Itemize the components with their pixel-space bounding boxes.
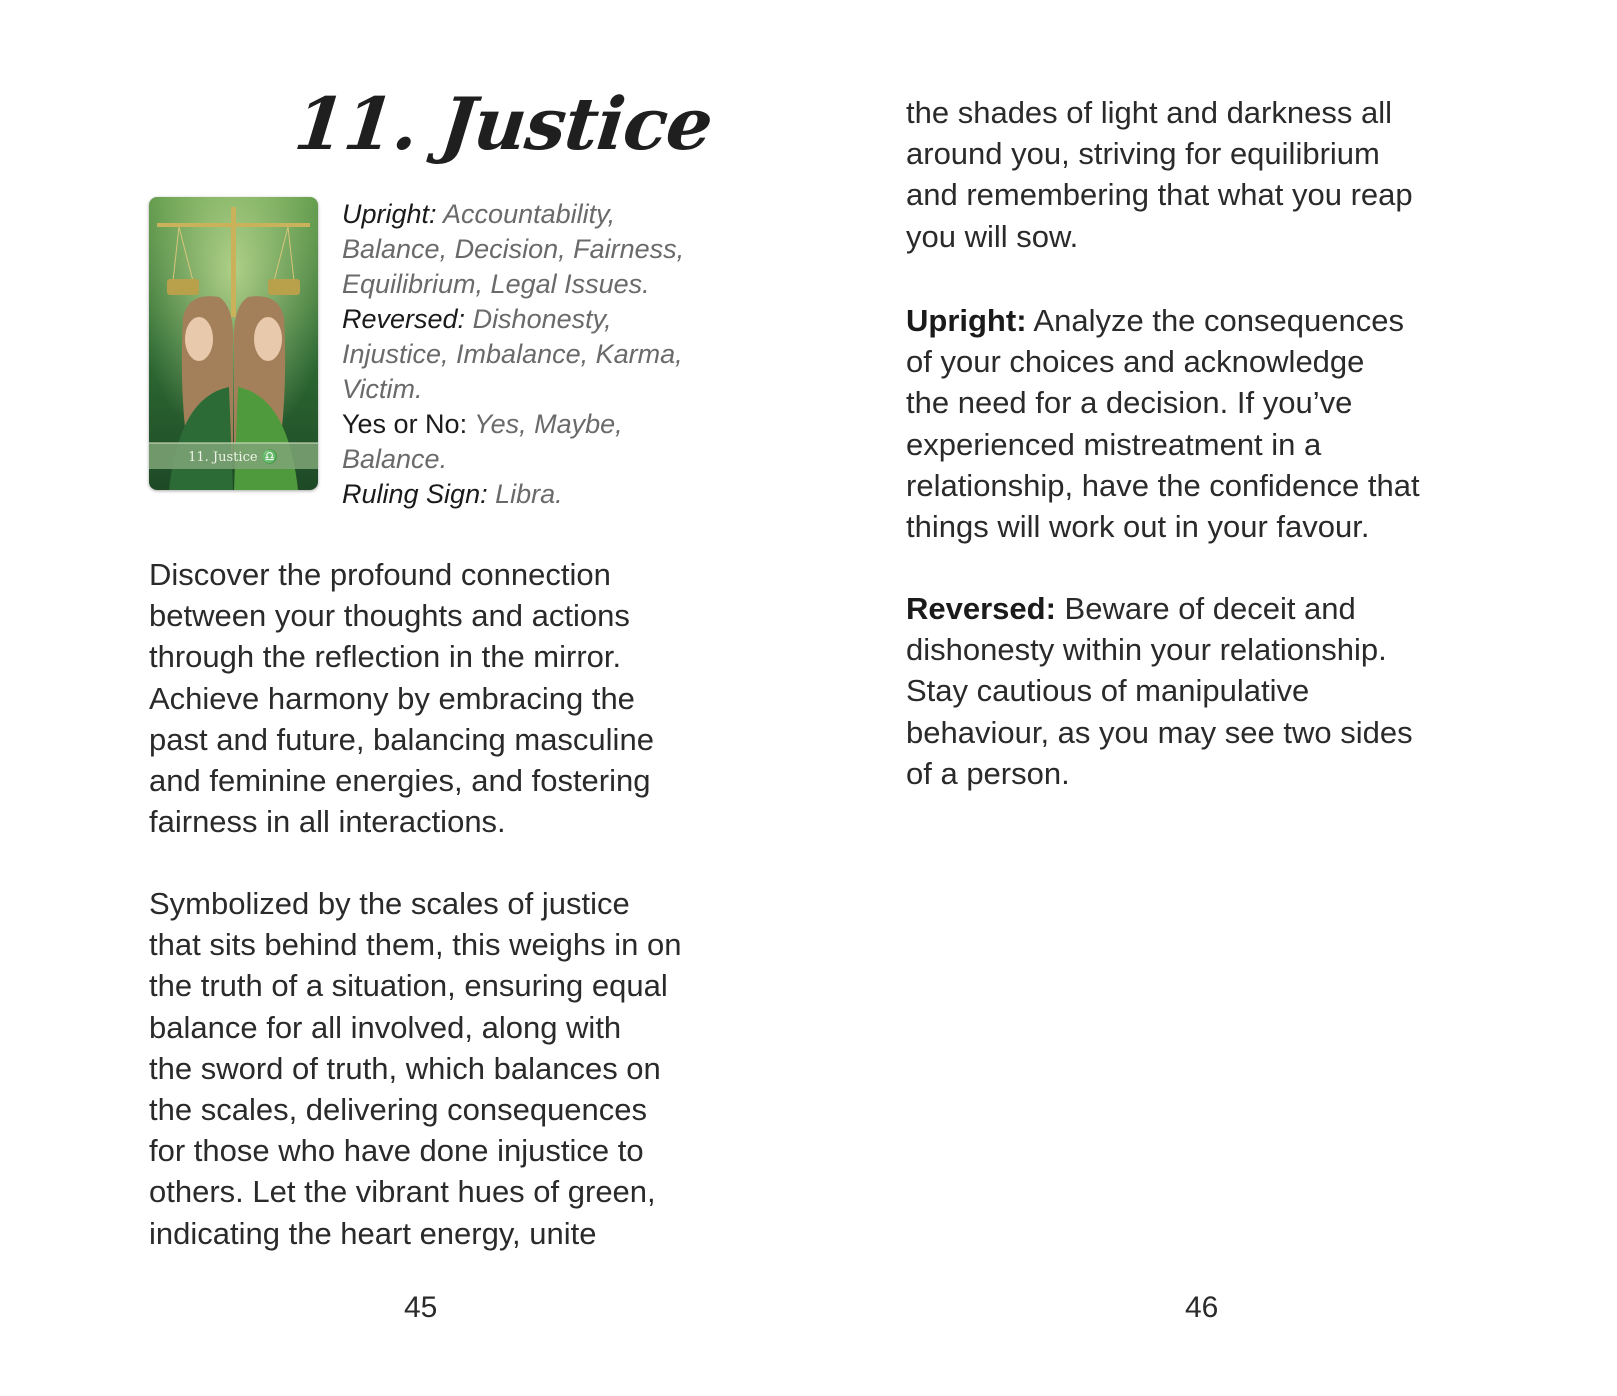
card-title: 11. Justice: [290, 81, 717, 166]
ruling-sign-value: Libra.: [487, 479, 563, 509]
ruling-sign-label: Ruling Sign:: [342, 479, 488, 509]
reversed-keywords: Dishonesty, Injustice, Imbalance, Karma, Victim.: [342, 304, 683, 404]
card-caption: 11. Justice ♎: [188, 450, 278, 465]
yes-no-keywords: Yes, Maybe, Balance.: [342, 409, 623, 474]
upright-keywords: Accountability, Balance, Decision, Fairness, Equilibrium, Legal Issues.: [342, 199, 685, 299]
reversed-body: Beware of deceit and dishonesty within your relationship. Stay cautious of manipulative behaviour, as you may see two sides of a person.: [906, 591, 1413, 791]
upright-label: Upright:: [342, 199, 437, 229]
paragraph-symbolism: Symbolized by the scales of justice that sits behind them, this weighs in on the truth of a situation, ensuring equal balance for all involved, along with the sword of truth, which balances on the scales, delivering consequences for those who have done injustice to others. Let the vibrant hues of green, indicating the heart energy, unite: [149, 886, 682, 1251]
reversed-heading: Reversed:: [906, 591, 1056, 626]
paragraph-upright: [906, 300, 1546, 547]
justice-card-image: [149, 197, 318, 490]
paragraph-reversed: [906, 588, 1546, 794]
upright-body: Analyze the consequences of your choices and acknowledge the need for a decision. If you’ve experienced mistreatment in a relationship, have the confidence that things will work out in your favour.: [906, 303, 1420, 545]
page-number-left: 45: [404, 1291, 438, 1324]
reversed-label: Reversed:: [342, 304, 466, 334]
paragraph-connection: Discover the profound connection between your thoughts and actions through the reflection in the mirror. Achieve harmony by embracing the past and future, balancing masculine and feminine energies, and fostering fairness in all interactions.: [149, 557, 654, 840]
yes-no-label: Yes or No:: [342, 409, 468, 439]
page-number-right: 46: [1185, 1291, 1219, 1324]
paragraph-continuation: the shades of light and darkness all around you, striving for equilibrium and remembering that what you reap you will sow.: [906, 95, 1413, 254]
upright-heading: Upright:: [906, 303, 1027, 338]
card-summary: [342, 197, 722, 512]
left-page: [0, 0, 808, 1396]
